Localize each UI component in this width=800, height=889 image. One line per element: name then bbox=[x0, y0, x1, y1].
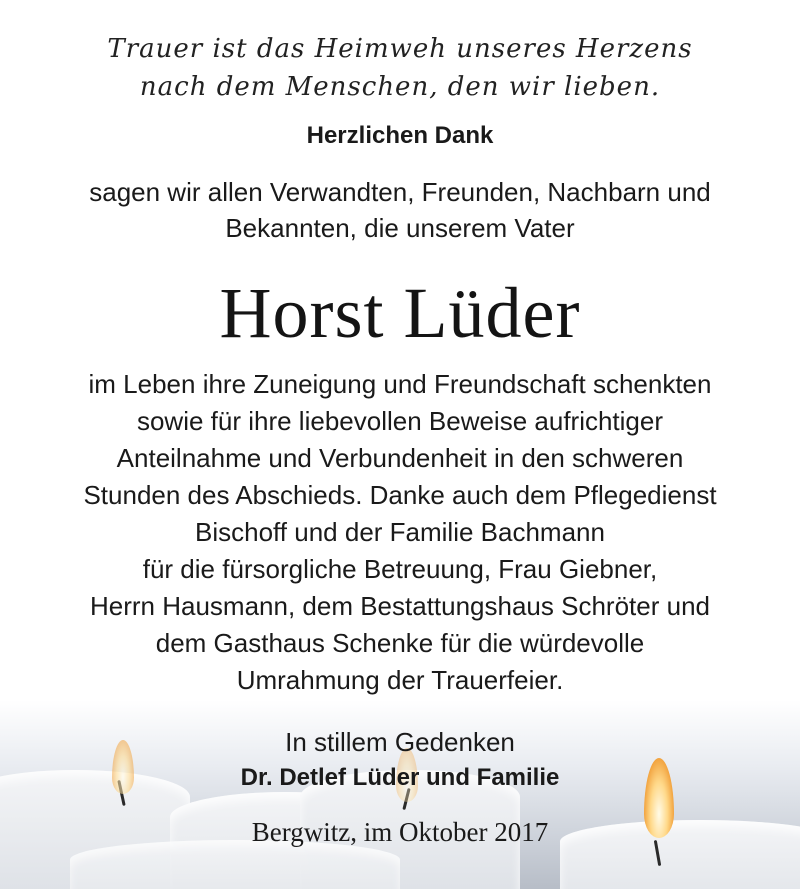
thanks-heading: Herzlichen Dank bbox=[306, 122, 494, 149]
deceased-name: Horst Lüder bbox=[219, 273, 581, 353]
motto-line: Trauer ist das Heimweh unseres Herzens bbox=[107, 34, 693, 64]
body-line: Herrn Hausmann, dem Bestattungshaus Schröter und bbox=[89, 591, 710, 621]
intro-line: Bekannten, die unserem Vater bbox=[225, 213, 575, 243]
closing-phrase: In stillem Gedenken bbox=[285, 727, 515, 757]
place-and-date: Bergwitz, im Oktober 2017 bbox=[251, 817, 549, 847]
body-line: Anteilnahme und Verbundenheit in den schweren bbox=[116, 443, 684, 473]
body-line: Stunden des Abschieds. Danke auch dem Pflegedienst bbox=[83, 480, 717, 510]
thanks-body-paragraph bbox=[0, 366, 800, 699]
family-signature: Dr. Detlef Lüder und Familie bbox=[240, 764, 560, 791]
body-line: Umrahmung der Trauerfeier. bbox=[236, 665, 564, 695]
body-line: Bischoff und der Familie Bachmann bbox=[195, 517, 605, 547]
body-line: dem Gasthaus Schenke für die würdevolle bbox=[155, 628, 645, 658]
body-line: sowie für ihre liebevollen Beweise aufrichtiger bbox=[136, 406, 664, 436]
body-line: für die fürsorgliche Betreuung, Frau Giebner, bbox=[142, 554, 658, 584]
motto-quote bbox=[0, 30, 800, 106]
motto-line: nach dem Menschen, den wir lieben. bbox=[139, 72, 661, 102]
intro-line: sagen wir allen Verwandten, Freunden, Nachbarn und bbox=[89, 177, 711, 207]
intro-paragraph bbox=[0, 174, 800, 246]
body-line: im Leben ihre Zuneigung und Freundschaft schenkten bbox=[88, 369, 712, 399]
